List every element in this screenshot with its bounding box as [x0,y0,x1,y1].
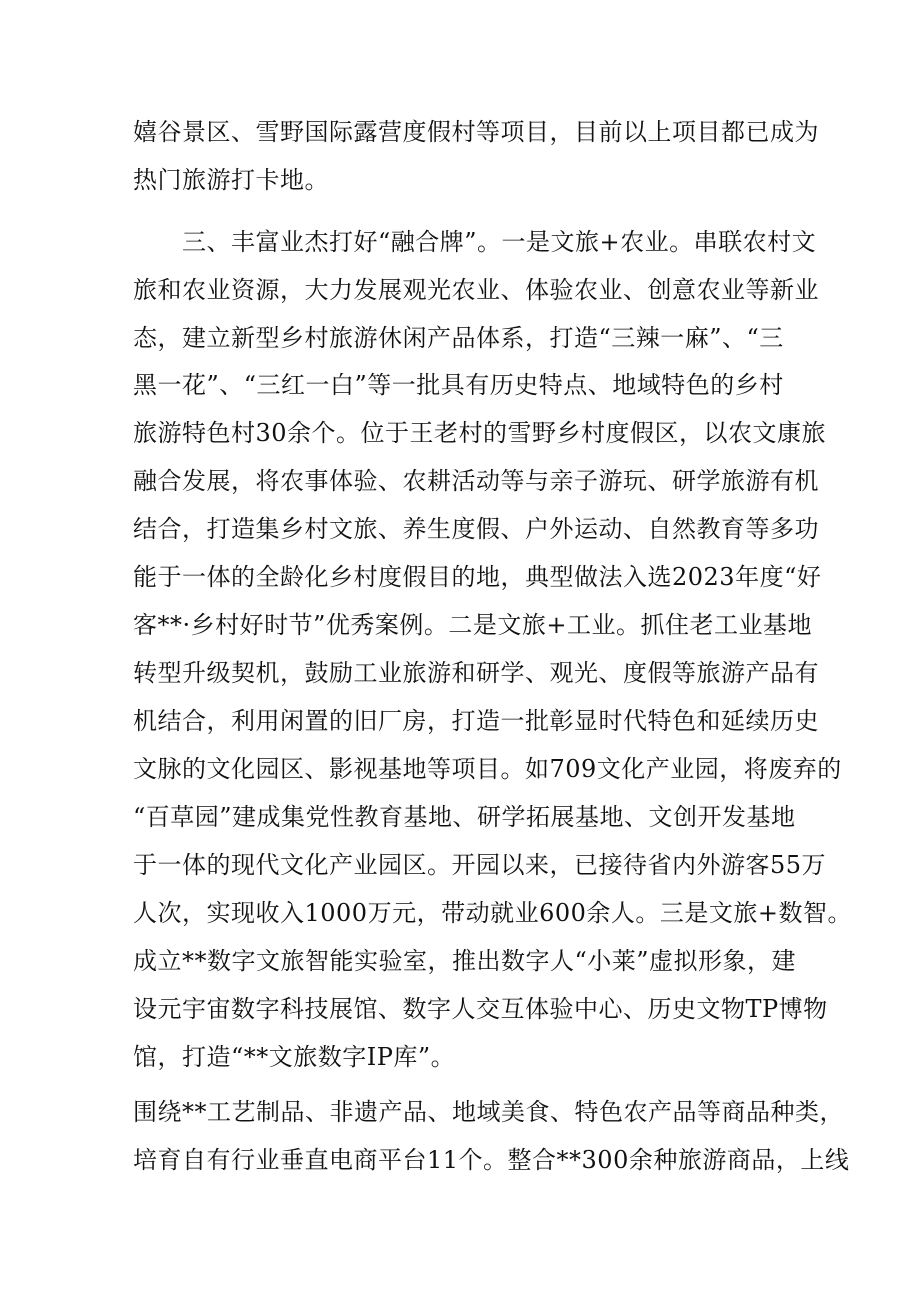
text-line: 文脉的文化园区、影视基地等项目。如709文化产业园，将废弃的 [133,755,842,783]
text-line: 客**·乡村好时节”优秀案例。二是文旅+工业。抓住老工业基地 [133,611,813,639]
text-line: 能于一体的全龄化乡村度假目的地，典型做法入选2023年度“好 [133,563,822,591]
text-line: 人次，实现收入1000万元，带动就业600余人。三是文旅+数智。 [133,899,852,927]
text-line: 于一体的现代文化产业园区。开园以来，已接待省内外游客55万 [133,851,827,879]
text-line: 设元宇宙数字科技展馆、数字人交互体验中心、历史文物TP博物 [133,995,828,1023]
text-line: 机结合，利用闲置的旧厂房，打造一批彰显时代特色和延续历史 [133,707,819,735]
text-line: 旅游特色村30余个。位于王老村的雪野乡村度假区，以农文康旅 [133,419,827,447]
text-line: 态，建立新型乡村旅游休闲产品体系，打造“三辣一麻”、“三 [133,324,784,352]
text-line: 馆，打造“**文旅数字IP库”。 [133,1043,456,1071]
text-line: 三、丰富业杰打好“融合牌”。一是文旅+农业。串联农村文 [133,228,817,256]
text-line: 转型升级契机，鼓励工业旅游和研学、观光、度假等旅游产品有 [133,659,819,687]
text-line: 黑一花”、“三红一白”等一批具有历史特点、地域特色的乡村 [133,371,784,399]
text-line: 嬉谷景区、雪野国际露营度假村等项目，目前以上项目都已成为 [133,118,819,146]
text-line: 培育自有行业垂直电商平台11个。整合**300余种旅游商品，上线 [133,1146,850,1174]
text-line: “百草园”建成集党性教育基地、研学拓展基地、文创开发基地 [133,803,796,831]
text-line: 成立**数字文旅智能实验室，推出数字人“小莱”虚拟形象，建 [133,947,797,975]
text-line: 融合发展，将农事体验、农耕活动等与亲子游玩、研学旅游有机 [133,467,819,495]
text-line: 热门旅游打卡地。 [133,166,329,194]
text-line: 结合，打造集乡村文旅、养生度假、户外运动、自然教育等多功 [133,515,819,543]
text-line: 围绕**工艺制品、非遗产品、地域美食、特色农产品等商品种类， [133,1098,844,1126]
text-line: 旅和农业资源，大力发展观光农业、体验农业、创意农业等新业 [133,276,819,304]
